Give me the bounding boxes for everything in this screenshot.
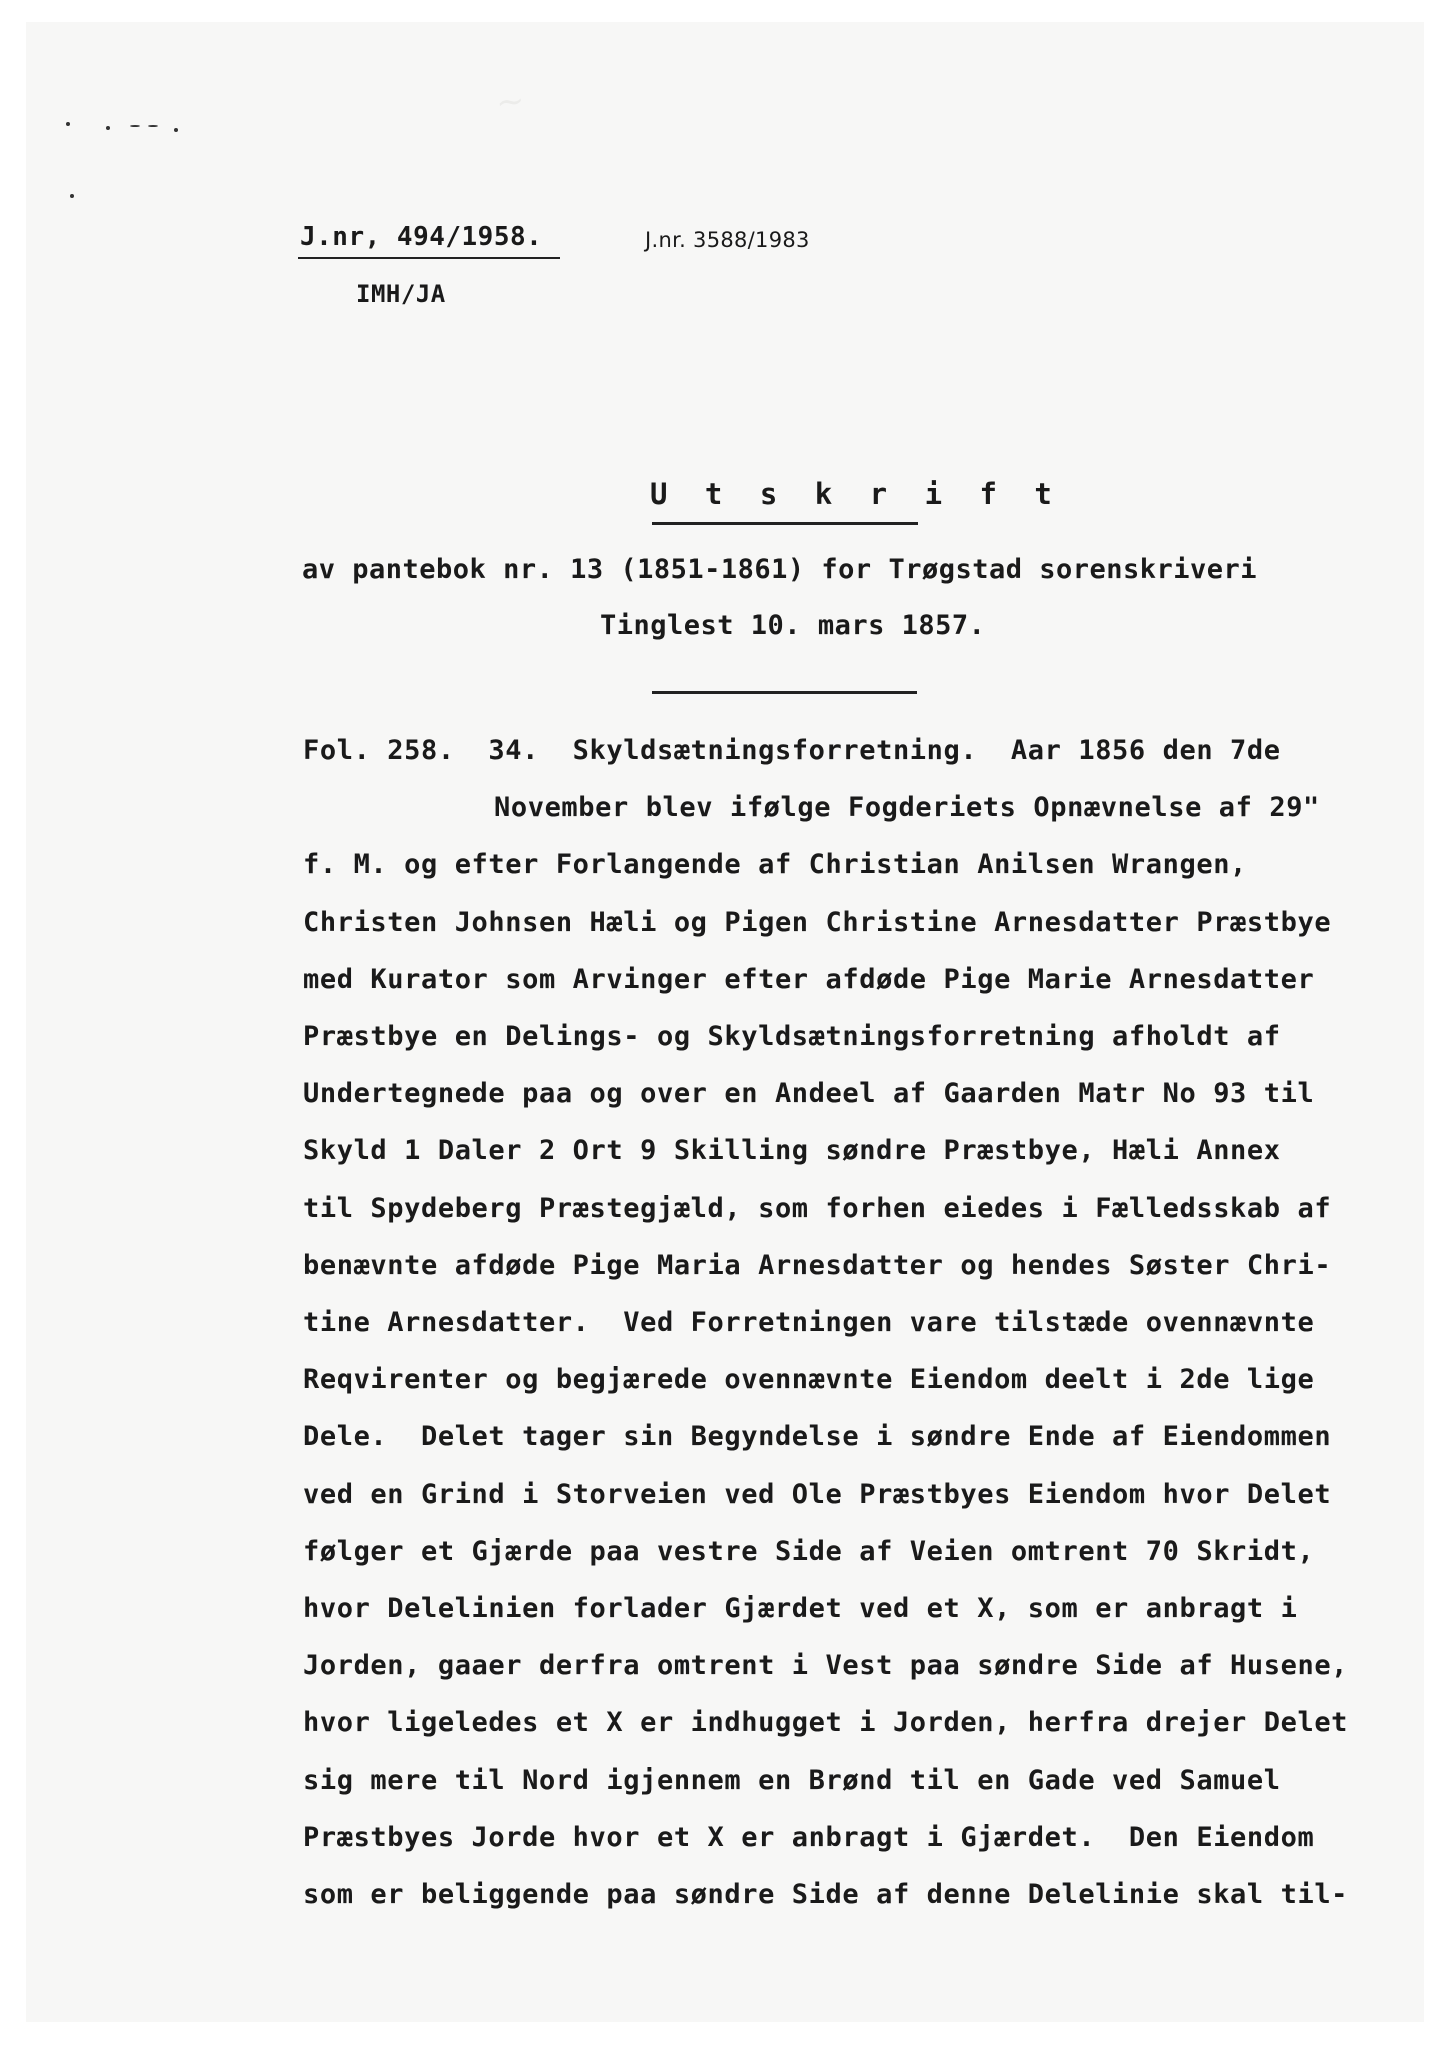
body-line: Dele. Delet tager sin Begyndelse i søndre Ende af Eiendommen xyxy=(303,1421,1332,1453)
body-line: Præstbyes Jorde hvor et X er anbragt i Gjærdet. Den Eiendom xyxy=(303,1821,1315,1853)
body-line: Christen Johnsen Hæli og Pigen Christine Arnesdatter Præstbye xyxy=(303,906,1332,938)
body-line: tine Arnesdatter. Ved Forretningen vare tilstæde ovennævnte xyxy=(303,1307,1315,1338)
journal-number-primary: J.nr, 494/1958. xyxy=(300,222,543,252)
body-line: f. M. og efter Forlangende af Christian Anilsen Wrangen, xyxy=(303,849,1247,881)
body-line: Præstbye en Delings- og Skyldsætningsforretning afholdt af xyxy=(303,1021,1281,1052)
body-line: Undertegnede paa og over en Andeel af Gaarden Matr No 93 til xyxy=(303,1078,1315,1110)
body-line: til Spydeberg Præstegjæld, som forhen eiedes i Fælledsskab af xyxy=(303,1192,1332,1224)
body-line: hvor Delelinien forlader Gjærdet ved et X, som er anbragt i xyxy=(303,1593,1298,1624)
section-divider xyxy=(652,691,917,694)
body-line: med Kurator som Arvinger efter afdøde Pige Marie Arnesdatter xyxy=(303,963,1315,995)
bleed-through-mark: ~ xyxy=(493,80,527,124)
body-line: Fol. 258. 34. Skyldsætningsforretning. Aar 1856 den 7de xyxy=(303,735,1281,766)
journal-number-secondary: J.nr. 3588/1983 xyxy=(645,228,810,252)
journal-number-underline xyxy=(298,257,560,259)
margin-specks xyxy=(66,122,206,142)
title-underline xyxy=(652,522,918,525)
body-line: sig mere til Nord igjennem en Brønd til en Gade ved Samuel xyxy=(303,1764,1281,1796)
body-line: Skyld 1 Daler 2 Ort 9 Skilling søndre Præstbye, Hæli Annex xyxy=(303,1135,1281,1167)
body-line: Reqvirenter og begjærede ovennævnte Eiendom deelt i 2de lige xyxy=(303,1364,1315,1396)
body-line: November blev ifølge Fogderiets Opnævnelse af 29" xyxy=(494,792,1320,824)
body-line: hvor ligeledes et X er indhugget i Jorden, herfra drejer Delet xyxy=(303,1707,1349,1739)
document-subtitle-line-1: av pantebok nr. 13 (1851-1861) for Trøgstad sorenskriveri xyxy=(302,554,1258,585)
body-line: følger et Gjærde paa vestre Side af Veien omtrent 70 Skridt, xyxy=(303,1535,1315,1567)
clerk-initials: IMH/JA xyxy=(356,280,446,308)
document-title: U t s k r i f t xyxy=(650,477,1062,511)
body-line: Jorden, gaaer derfra omtrent i Vest paa søndre Side af Husene, xyxy=(303,1650,1349,1682)
body-line: som er beliggende paa søndre Side af denne Delelinie skal til- xyxy=(303,1879,1349,1910)
document-subtitle-line-2: Tinglest 10. mars 1857. xyxy=(600,610,986,641)
body-line: ved en Grind i Storveien ved Ole Præstbyes Eiendom hvor Delet xyxy=(303,1478,1332,1510)
body-line: benævnte afdøde Pige Maria Arnesdatter og hendes Søster Chri- xyxy=(303,1249,1332,1281)
